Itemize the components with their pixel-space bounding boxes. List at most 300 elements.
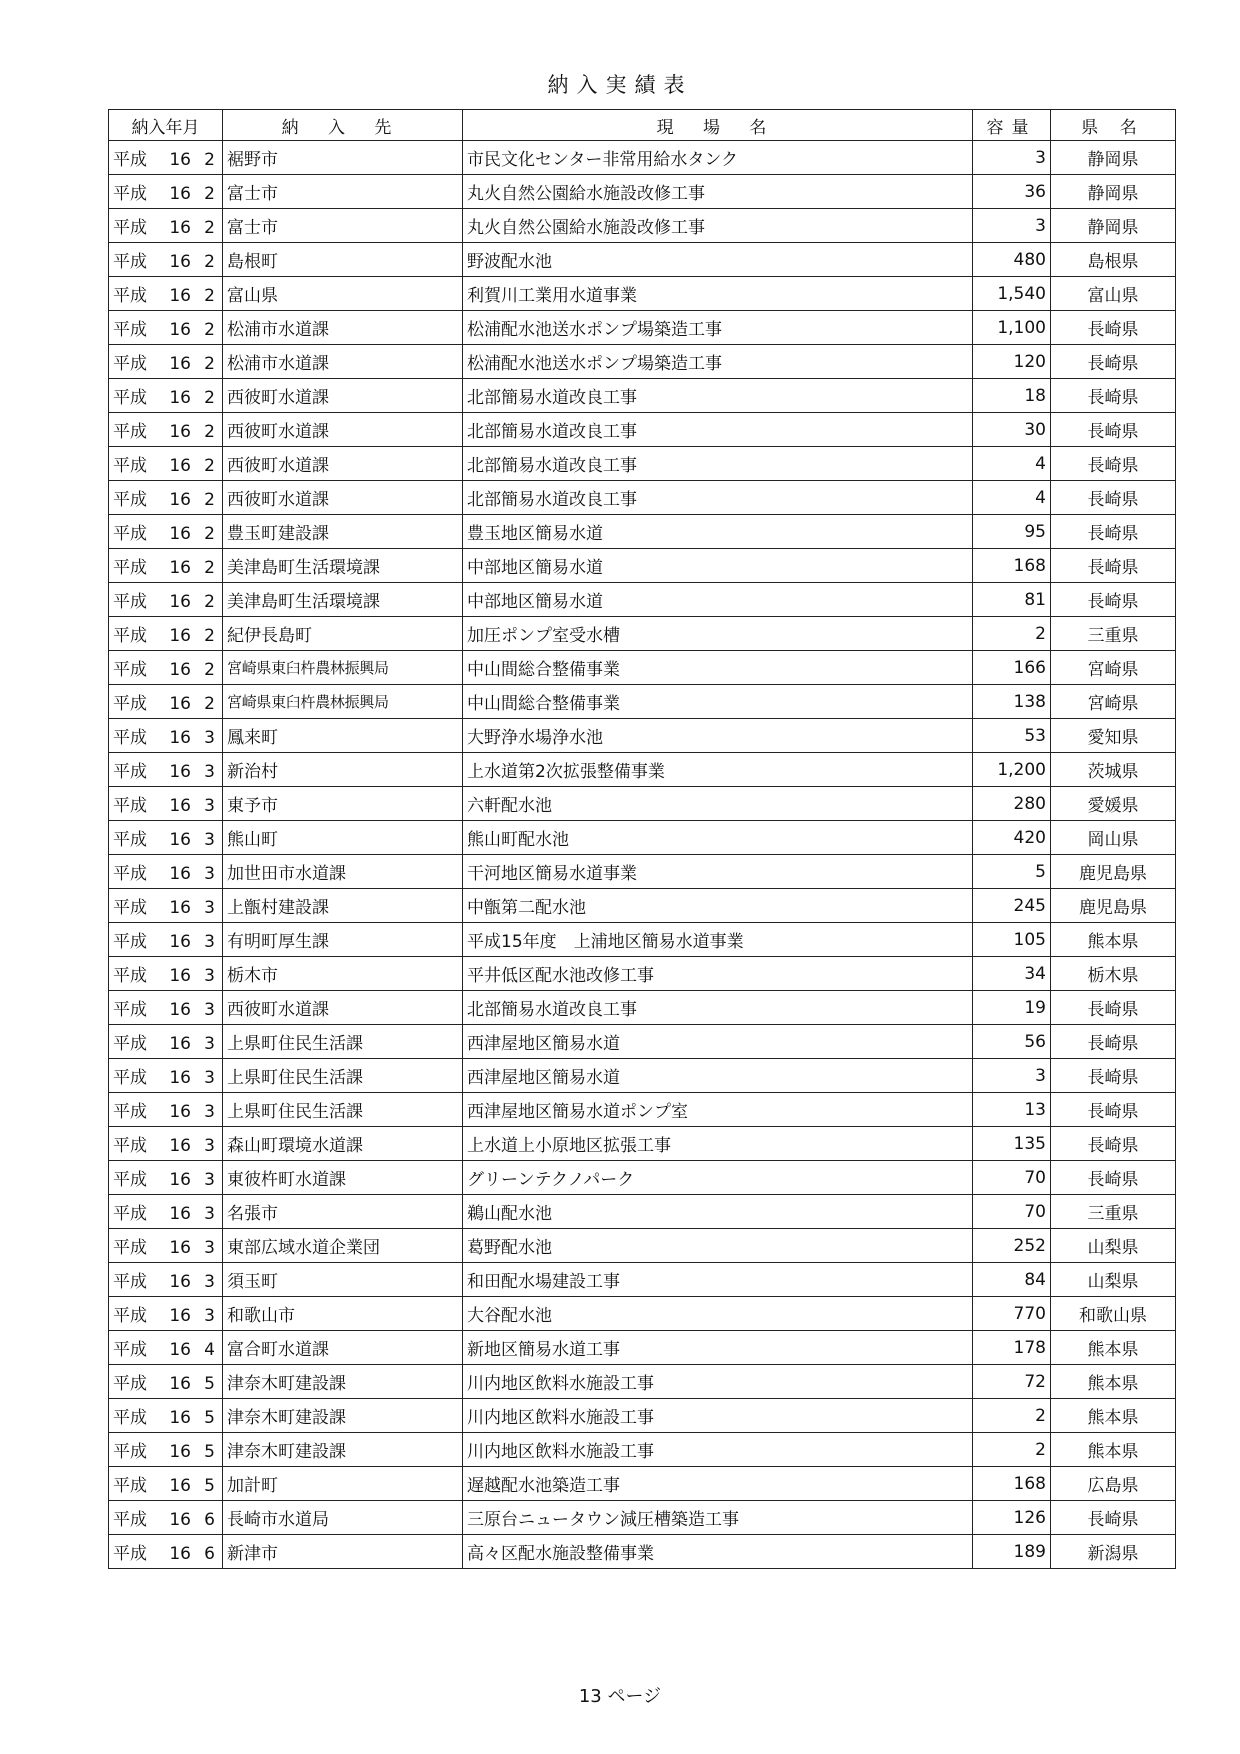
site-name-cell: 松浦配水池送水ポンプ場築造工事 <box>463 345 973 379</box>
site-name-cell: 六軒配水池 <box>463 787 973 821</box>
month-text: 2 <box>204 150 215 170</box>
delivery-date-cell <box>109 991 223 1025</box>
destination-cell: 富合町水道課 <box>223 1331 463 1365</box>
era-text: 平成 <box>113 218 147 238</box>
prefecture-cell: 静岡県 <box>1051 209 1176 243</box>
year-text: 16 <box>169 320 191 340</box>
prefecture-cell: 三重県 <box>1051 1195 1176 1229</box>
month-text: 3 <box>204 864 215 884</box>
capacity-cell: 2 <box>973 1433 1051 1467</box>
year-text: 16 <box>169 558 191 578</box>
year-text: 16 <box>169 388 191 408</box>
prefecture-cell: 長崎県 <box>1051 1059 1176 1093</box>
year-text: 16 <box>169 660 191 680</box>
delivery-date-cell <box>109 209 223 243</box>
header-capacity: 容量 <box>973 110 1051 141</box>
year-text: 16 <box>169 1238 191 1258</box>
site-name-cell: 川内地区飲料水施設工事 <box>463 1365 973 1399</box>
year-text: 16 <box>169 1340 191 1360</box>
table-body <box>109 141 1176 1569</box>
era-text: 平成 <box>113 1442 147 1462</box>
site-name-cell: 加圧ポンプ室受水槽 <box>463 617 973 651</box>
site-name-cell: 上水道上小原地区拡張工事 <box>463 1127 973 1161</box>
year-text: 16 <box>169 1408 191 1428</box>
site-name-cell: 中部地区簡易水道 <box>463 583 973 617</box>
capacity-cell: 56 <box>973 1025 1051 1059</box>
table-row <box>109 447 1176 481</box>
era-text: 平成 <box>113 490 147 510</box>
month-text: 2 <box>204 354 215 374</box>
capacity-cell: 84 <box>973 1263 1051 1297</box>
prefecture-cell: 新潟県 <box>1051 1535 1176 1569</box>
table-row <box>109 515 1176 549</box>
destination-cell: 長崎市水道局 <box>223 1501 463 1535</box>
era-text: 平成 <box>113 966 147 986</box>
table-row <box>109 1263 1176 1297</box>
site-name-cell: 上水道第2次拡張整備事業 <box>463 753 973 787</box>
month-text: 3 <box>204 1102 215 1122</box>
prefecture-cell: 長崎県 <box>1051 379 1176 413</box>
prefecture-cell: 熊本県 <box>1051 1365 1176 1399</box>
destination-cell: 裾野市 <box>223 141 463 175</box>
capacity-cell: 70 <box>973 1161 1051 1195</box>
month-text: 6 <box>204 1544 215 1564</box>
era-text: 平成 <box>113 1170 147 1190</box>
era-text: 平成 <box>113 184 147 204</box>
prefecture-cell: 静岡県 <box>1051 141 1176 175</box>
era-text: 平成 <box>113 1544 147 1564</box>
year-text: 16 <box>169 592 191 612</box>
table-row <box>109 991 1176 1025</box>
destination-cell: 松浦市水道課 <box>223 345 463 379</box>
capacity-cell: 166 <box>973 651 1051 685</box>
capacity-cell: 5 <box>973 855 1051 889</box>
delivery-date-cell <box>109 889 223 923</box>
table-row <box>109 345 1176 379</box>
capacity-cell: 420 <box>973 821 1051 855</box>
capacity-cell: 168 <box>973 1467 1051 1501</box>
year-text: 16 <box>169 1476 191 1496</box>
delivery-date-cell <box>109 1093 223 1127</box>
era-text: 平成 <box>113 1102 147 1122</box>
capacity-cell: 1,200 <box>973 753 1051 787</box>
site-name-cell: 北部簡易水道改良工事 <box>463 991 973 1025</box>
month-text: 2 <box>204 626 215 646</box>
year-text: 16 <box>169 626 191 646</box>
destination-cell: 須玉町 <box>223 1263 463 1297</box>
site-name-cell: 川内地区飲料水施設工事 <box>463 1399 973 1433</box>
month-text: 3 <box>204 932 215 952</box>
delivery-date-cell <box>109 277 223 311</box>
site-name-cell: 熊山町配水池 <box>463 821 973 855</box>
table-row <box>109 1127 1176 1161</box>
capacity-cell: 252 <box>973 1229 1051 1263</box>
month-text: 2 <box>204 388 215 408</box>
year-text: 16 <box>169 422 191 442</box>
capacity-cell: 770 <box>973 1297 1051 1331</box>
era-text: 平成 <box>113 728 147 748</box>
delivery-date-cell <box>109 787 223 821</box>
delivery-date-cell <box>109 1025 223 1059</box>
era-text: 平成 <box>113 1340 147 1360</box>
destination-cell: 上県町住民生活課 <box>223 1059 463 1093</box>
prefecture-cell: 長崎県 <box>1051 311 1176 345</box>
month-text: 2 <box>204 592 215 612</box>
year-text: 16 <box>169 150 191 170</box>
site-name-cell: 鵜山配水池 <box>463 1195 973 1229</box>
prefecture-cell: 長崎県 <box>1051 583 1176 617</box>
month-text: 3 <box>204 1068 215 1088</box>
era-text: 平成 <box>113 1476 147 1496</box>
capacity-cell: 105 <box>973 923 1051 957</box>
year-text: 16 <box>169 1374 191 1394</box>
delivery-date-cell <box>109 515 223 549</box>
month-text: 2 <box>204 456 215 476</box>
prefecture-cell: 長崎県 <box>1051 413 1176 447</box>
month-text: 3 <box>204 1000 215 1020</box>
site-name-cell: 豊玉地区簡易水道 <box>463 515 973 549</box>
era-text: 平成 <box>113 830 147 850</box>
delivery-date-cell <box>109 1535 223 1569</box>
capacity-cell: 4 <box>973 447 1051 481</box>
prefecture-cell: 和歌山県 <box>1051 1297 1176 1331</box>
site-name-cell: 干河地区簡易水道事業 <box>463 855 973 889</box>
month-text: 3 <box>204 1034 215 1054</box>
month-text: 3 <box>204 898 215 918</box>
month-text: 3 <box>204 1136 215 1156</box>
capacity-cell: 245 <box>973 889 1051 923</box>
prefecture-cell: 富山県 <box>1051 277 1176 311</box>
capacity-cell: 480 <box>973 243 1051 277</box>
era-text: 平成 <box>113 1238 147 1258</box>
capacity-cell: 30 <box>973 413 1051 447</box>
month-text: 2 <box>204 252 215 272</box>
month-text: 5 <box>204 1408 215 1428</box>
destination-cell: 和歌山市 <box>223 1297 463 1331</box>
delivery-date-cell <box>109 855 223 889</box>
capacity-cell: 81 <box>973 583 1051 617</box>
era-text: 平成 <box>113 558 147 578</box>
delivery-date-cell <box>109 1331 223 1365</box>
prefecture-cell: 鹿児島県 <box>1051 889 1176 923</box>
delivery-date-cell <box>109 1433 223 1467</box>
month-text: 5 <box>204 1442 215 1462</box>
month-text: 2 <box>204 422 215 442</box>
era-text: 平成 <box>113 354 147 374</box>
destination-cell: 新津市 <box>223 1535 463 1569</box>
year-text: 16 <box>169 354 191 374</box>
capacity-cell: 280 <box>973 787 1051 821</box>
table-row <box>109 855 1176 889</box>
site-name-cell: 西津屋地区簡易水道ポンプ室 <box>463 1093 973 1127</box>
table-row <box>109 549 1176 583</box>
year-text: 16 <box>169 728 191 748</box>
capacity-cell: 3 <box>973 1059 1051 1093</box>
delivery-date-cell <box>109 311 223 345</box>
year-text: 16 <box>169 1170 191 1190</box>
year-text: 16 <box>169 762 191 782</box>
month-text: 3 <box>204 1306 215 1326</box>
month-text: 3 <box>204 1170 215 1190</box>
destination-cell: 上県町住民生活課 <box>223 1093 463 1127</box>
table-row <box>109 719 1176 753</box>
prefecture-cell: 栃木県 <box>1051 957 1176 991</box>
month-text: 2 <box>204 524 215 544</box>
delivery-date-cell <box>109 1399 223 1433</box>
prefecture-cell: 鹿児島県 <box>1051 855 1176 889</box>
destination-cell: 西彼町水道課 <box>223 481 463 515</box>
era-text: 平成 <box>113 1068 147 1088</box>
prefecture-cell: 山梨県 <box>1051 1263 1176 1297</box>
year-text: 16 <box>169 1034 191 1054</box>
year-text: 16 <box>169 524 191 544</box>
destination-cell: 富士市 <box>223 175 463 209</box>
table-row <box>109 821 1176 855</box>
delivery-date-cell <box>109 685 223 719</box>
site-name-cell: 北部簡易水道改良工事 <box>463 413 973 447</box>
page-number: 13 ページ <box>578 1686 662 1707</box>
site-name-cell: 大谷配水池 <box>463 1297 973 1331</box>
prefecture-cell: 長崎県 <box>1051 1127 1176 1161</box>
site-name-cell: 中甑第二配水池 <box>463 889 973 923</box>
era-text: 平成 <box>113 1000 147 1020</box>
month-text: 2 <box>204 320 215 340</box>
year-text: 16 <box>169 490 191 510</box>
delivery-date-cell <box>109 753 223 787</box>
month-text: 3 <box>204 728 215 748</box>
era-text: 平成 <box>113 150 147 170</box>
delivery-date-cell <box>109 175 223 209</box>
table-row <box>109 889 1176 923</box>
table-row <box>109 277 1176 311</box>
month-text: 2 <box>204 660 215 680</box>
destination-cell: 津奈木町建設課 <box>223 1365 463 1399</box>
era-text: 平成 <box>113 592 147 612</box>
site-name-cell: 北部簡易水道改良工事 <box>463 447 973 481</box>
year-text: 16 <box>169 1510 191 1530</box>
destination-cell: 東彼杵町水道課 <box>223 1161 463 1195</box>
table-row <box>109 1365 1176 1399</box>
year-text: 16 <box>169 796 191 816</box>
table-row <box>109 685 1176 719</box>
destination-cell: 豊玉町建設課 <box>223 515 463 549</box>
year-text: 16 <box>169 1102 191 1122</box>
month-text: 5 <box>204 1476 215 1496</box>
table-row <box>109 651 1176 685</box>
prefecture-cell: 愛媛県 <box>1051 787 1176 821</box>
table-row <box>109 481 1176 515</box>
delivery-date-cell <box>109 1365 223 1399</box>
destination-cell: 津奈木町建設課 <box>223 1433 463 1467</box>
destination-cell: 西彼町水道課 <box>223 991 463 1025</box>
year-text: 16 <box>169 1068 191 1088</box>
site-name-cell: 平成15年度 上浦地区簡易水道事業 <box>463 923 973 957</box>
capacity-cell: 18 <box>973 379 1051 413</box>
era-text: 平成 <box>113 932 147 952</box>
month-text: 3 <box>204 1238 215 1258</box>
site-name-cell: 平井低区配水池改修工事 <box>463 957 973 991</box>
site-name-cell: 北部簡易水道改良工事 <box>463 379 973 413</box>
delivery-date-cell <box>109 1195 223 1229</box>
prefecture-cell: 長崎県 <box>1051 481 1176 515</box>
capacity-cell: 95 <box>973 515 1051 549</box>
table-row <box>109 1059 1176 1093</box>
destination-cell: 松浦市水道課 <box>223 311 463 345</box>
capacity-cell: 2 <box>973 1399 1051 1433</box>
era-text: 平成 <box>113 388 147 408</box>
prefecture-cell: 長崎県 <box>1051 447 1176 481</box>
delivery-records-table <box>108 109 1176 1569</box>
site-name-cell: 西津屋地区簡易水道 <box>463 1025 973 1059</box>
prefecture-cell: 宮崎県 <box>1051 651 1176 685</box>
prefecture-cell: 熊本県 <box>1051 1331 1176 1365</box>
year-text: 16 <box>169 694 191 714</box>
delivery-date-cell <box>109 1161 223 1195</box>
prefecture-cell: 熊本県 <box>1051 1399 1176 1433</box>
era-text: 平成 <box>113 762 147 782</box>
table-row <box>109 923 1176 957</box>
delivery-date-cell <box>109 1229 223 1263</box>
era-text: 平成 <box>113 796 147 816</box>
header-destination: 納 入 先 <box>223 110 463 141</box>
month-text: 2 <box>204 184 215 204</box>
era-text: 平成 <box>113 1272 147 1292</box>
year-text: 16 <box>169 1204 191 1224</box>
destination-cell: 美津島町生活環境課 <box>223 549 463 583</box>
prefecture-cell: 長崎県 <box>1051 1161 1176 1195</box>
prefecture-cell: 長崎県 <box>1051 345 1176 379</box>
prefecture-cell: 島根県 <box>1051 243 1176 277</box>
month-text: 3 <box>204 830 215 850</box>
month-text: 2 <box>204 218 215 238</box>
table-row <box>109 1093 1176 1127</box>
site-name-cell: 大野浄水場浄水池 <box>463 719 973 753</box>
table-row <box>109 1501 1176 1535</box>
era-text: 平成 <box>113 626 147 646</box>
destination-cell: 津奈木町建設課 <box>223 1399 463 1433</box>
site-name-cell: 丸火自然公園給水施設改修工事 <box>463 175 973 209</box>
month-text: 5 <box>204 1374 215 1394</box>
table-row <box>109 1195 1176 1229</box>
site-name-cell: 中山間総合整備事業 <box>463 651 973 685</box>
capacity-cell: 3 <box>973 141 1051 175</box>
delivery-date-cell <box>109 1059 223 1093</box>
table-row <box>109 379 1176 413</box>
destination-cell: 宮崎県東臼杵農林振興局 <box>223 651 463 685</box>
delivery-date-cell <box>109 549 223 583</box>
table-row <box>109 175 1176 209</box>
capacity-cell: 168 <box>973 549 1051 583</box>
header-delivery-date: 納入年月 <box>109 110 223 141</box>
destination-cell: 熊山町 <box>223 821 463 855</box>
month-text: 3 <box>204 1272 215 1292</box>
table-row <box>109 243 1176 277</box>
prefecture-cell: 宮崎県 <box>1051 685 1176 719</box>
capacity-cell: 36 <box>973 175 1051 209</box>
site-name-cell: 川内地区飲料水施設工事 <box>463 1433 973 1467</box>
prefecture-cell: 長崎県 <box>1051 549 1176 583</box>
delivery-date-cell <box>109 413 223 447</box>
prefecture-cell: 熊本県 <box>1051 1433 1176 1467</box>
table-row <box>109 1297 1176 1331</box>
destination-cell: 森山町環境水道課 <box>223 1127 463 1161</box>
table-row <box>109 753 1176 787</box>
era-text: 平成 <box>113 524 147 544</box>
destination-cell: 宮崎県東臼杵農林振興局 <box>223 685 463 719</box>
era-text: 平成 <box>113 286 147 306</box>
destination-cell: 東部広域水道企業団 <box>223 1229 463 1263</box>
capacity-cell: 126 <box>973 1501 1051 1535</box>
site-name-cell: 高々区配水施設整備事業 <box>463 1535 973 1569</box>
month-text: 2 <box>204 558 215 578</box>
table-row <box>109 209 1176 243</box>
table-row <box>109 1161 1176 1195</box>
capacity-cell: 34 <box>973 957 1051 991</box>
year-text: 16 <box>169 1544 191 1564</box>
destination-cell: 鳳来町 <box>223 719 463 753</box>
prefecture-cell: 茨城県 <box>1051 753 1176 787</box>
site-name-cell: グリーンテクノパーク <box>463 1161 973 1195</box>
era-text: 平成 <box>113 1408 147 1428</box>
year-text: 16 <box>169 1272 191 1292</box>
prefecture-cell: 三重県 <box>1051 617 1176 651</box>
destination-cell: 西彼町水道課 <box>223 379 463 413</box>
table-row <box>109 1229 1176 1263</box>
year-text: 16 <box>169 456 191 476</box>
month-text: 6 <box>204 1510 215 1530</box>
prefecture-cell: 熊本県 <box>1051 923 1176 957</box>
table-row <box>109 413 1176 447</box>
delivery-date-cell <box>109 651 223 685</box>
prefecture-cell: 長崎県 <box>1051 1501 1176 1535</box>
capacity-cell: 135 <box>973 1127 1051 1161</box>
page-title: 納入実績表 <box>547 73 693 97</box>
site-name-cell: 三原台ニュータウン減圧槽築造工事 <box>463 1501 973 1535</box>
delivery-date-cell <box>109 1263 223 1297</box>
destination-cell: 栃木市 <box>223 957 463 991</box>
destination-cell: 東予市 <box>223 787 463 821</box>
capacity-cell: 70 <box>973 1195 1051 1229</box>
delivery-date-cell <box>109 379 223 413</box>
site-name-cell: 遅越配水池築造工事 <box>463 1467 973 1501</box>
site-name-cell: 和田配水場建設工事 <box>463 1263 973 1297</box>
destination-cell: 加計町 <box>223 1467 463 1501</box>
month-text: 4 <box>204 1340 215 1360</box>
capacity-cell: 3 <box>973 209 1051 243</box>
year-text: 16 <box>169 218 191 238</box>
era-text: 平成 <box>113 320 147 340</box>
capacity-cell: 13 <box>973 1093 1051 1127</box>
capacity-cell: 178 <box>973 1331 1051 1365</box>
table-row <box>109 1399 1176 1433</box>
month-text: 3 <box>204 796 215 816</box>
site-name-cell: 西津屋地区簡易水道 <box>463 1059 973 1093</box>
month-text: 2 <box>204 694 215 714</box>
destination-cell: 富山県 <box>223 277 463 311</box>
era-text: 平成 <box>113 252 147 272</box>
prefecture-cell: 静岡県 <box>1051 175 1176 209</box>
era-text: 平成 <box>113 1510 147 1530</box>
month-text: 3 <box>204 1204 215 1224</box>
month-text: 2 <box>204 490 215 510</box>
era-text: 平成 <box>113 898 147 918</box>
delivery-date-cell <box>109 957 223 991</box>
prefecture-cell: 山梨県 <box>1051 1229 1176 1263</box>
destination-cell: 西彼町水道課 <box>223 413 463 447</box>
prefecture-cell: 広島県 <box>1051 1467 1176 1501</box>
year-text: 16 <box>169 830 191 850</box>
era-text: 平成 <box>113 1374 147 1394</box>
